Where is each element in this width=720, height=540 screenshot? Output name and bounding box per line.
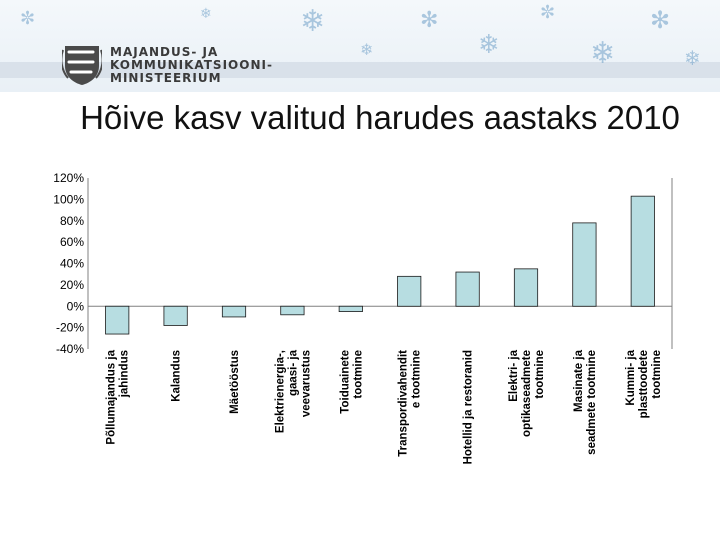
snowflake-icon: ❄ bbox=[478, 30, 500, 60]
x-tick-label: jahindus bbox=[118, 350, 131, 398]
snowflake-icon: ✼ bbox=[540, 2, 556, 23]
y-tick-label: 40% bbox=[59, 256, 84, 271]
x-tick-label: Elektrienergia-, bbox=[274, 350, 287, 434]
snowflake-icon: ❄ bbox=[200, 6, 212, 22]
y-tick-label: 0% bbox=[66, 299, 84, 314]
x-category-label bbox=[463, 350, 475, 464]
x-category-label bbox=[274, 349, 312, 433]
ministry-line: MINISTEERIUM bbox=[110, 71, 222, 85]
y-tick-label: -20% bbox=[55, 320, 84, 335]
x-tick-label: veevarustus bbox=[300, 350, 313, 418]
x-tick-label: Kalandus bbox=[170, 350, 183, 402]
x-tick-label: Elektri- ja bbox=[508, 350, 520, 402]
x-tick-label: Mäetööstus bbox=[229, 350, 241, 414]
x-tick-label: tootmine bbox=[534, 350, 546, 399]
x-tick-label: Transpordivahendit bbox=[397, 350, 410, 457]
bar bbox=[514, 269, 537, 306]
x-tick-label: optikaseadmete bbox=[521, 350, 533, 437]
y-tick-label: 60% bbox=[59, 235, 84, 250]
x-tick-label: plasttoodete bbox=[637, 350, 650, 419]
bar bbox=[222, 306, 245, 317]
snowflake-icon: ✼ bbox=[20, 8, 36, 29]
snowflake-icon: ❄ bbox=[360, 40, 374, 59]
bar bbox=[164, 306, 187, 325]
ministry-line: KOMMUNIKATSIOONI- bbox=[110, 58, 273, 72]
snowflake-icon: ✻ bbox=[650, 6, 671, 34]
snowflake-icon: ❄ bbox=[300, 4, 326, 39]
bar bbox=[631, 196, 654, 306]
chart-title: Hõive kasv valitud harudes aastaks 2010 bbox=[80, 99, 680, 136]
x-tick-label: e tootmine bbox=[410, 350, 423, 409]
x-tick-label: Põllumajandus ja bbox=[105, 350, 118, 445]
x-tick-label: Hotellid ja restoranid bbox=[462, 349, 475, 465]
x-category-label bbox=[339, 350, 364, 414]
ministry-line: MAJANDUS- JA bbox=[110, 45, 219, 59]
x-tick-label: seadmete tootmine bbox=[585, 350, 598, 455]
x-category-label bbox=[171, 350, 183, 402]
snowflake-icon: ✻ bbox=[420, 8, 439, 33]
x-axis-categories bbox=[106, 349, 663, 464]
y-tick-label: -40% bbox=[55, 342, 84, 356]
bar bbox=[106, 306, 129, 334]
bar bbox=[456, 272, 479, 306]
x-category-label bbox=[573, 349, 598, 454]
x-tick-label: gaasi- ja bbox=[287, 350, 300, 397]
bar bbox=[573, 223, 596, 306]
x-tick-label: Kummi- ja bbox=[624, 350, 637, 406]
snowflake-icon: ❄ bbox=[590, 36, 616, 71]
x-category-label bbox=[106, 349, 131, 444]
snowflake-icon: ❄ bbox=[684, 46, 701, 70]
x-category-label bbox=[229, 350, 241, 414]
bars bbox=[106, 196, 655, 334]
y-tick-label: 80% bbox=[59, 213, 84, 228]
x-category-label bbox=[508, 349, 546, 437]
x-tick-label: tootmine bbox=[650, 350, 663, 399]
bar bbox=[339, 306, 362, 311]
x-category-label bbox=[625, 349, 663, 418]
x-tick-label: Masinate ja bbox=[572, 350, 585, 412]
y-tick-label: 20% bbox=[59, 277, 84, 292]
x-category-label bbox=[398, 350, 423, 457]
x-tick-label: Toiduainete bbox=[339, 350, 352, 414]
bar bbox=[281, 306, 304, 315]
y-tick-label: 120% bbox=[53, 171, 84, 185]
y-tick-label: 100% bbox=[53, 192, 84, 207]
bar bbox=[398, 276, 421, 306]
x-tick-label: tootmine bbox=[352, 350, 365, 399]
